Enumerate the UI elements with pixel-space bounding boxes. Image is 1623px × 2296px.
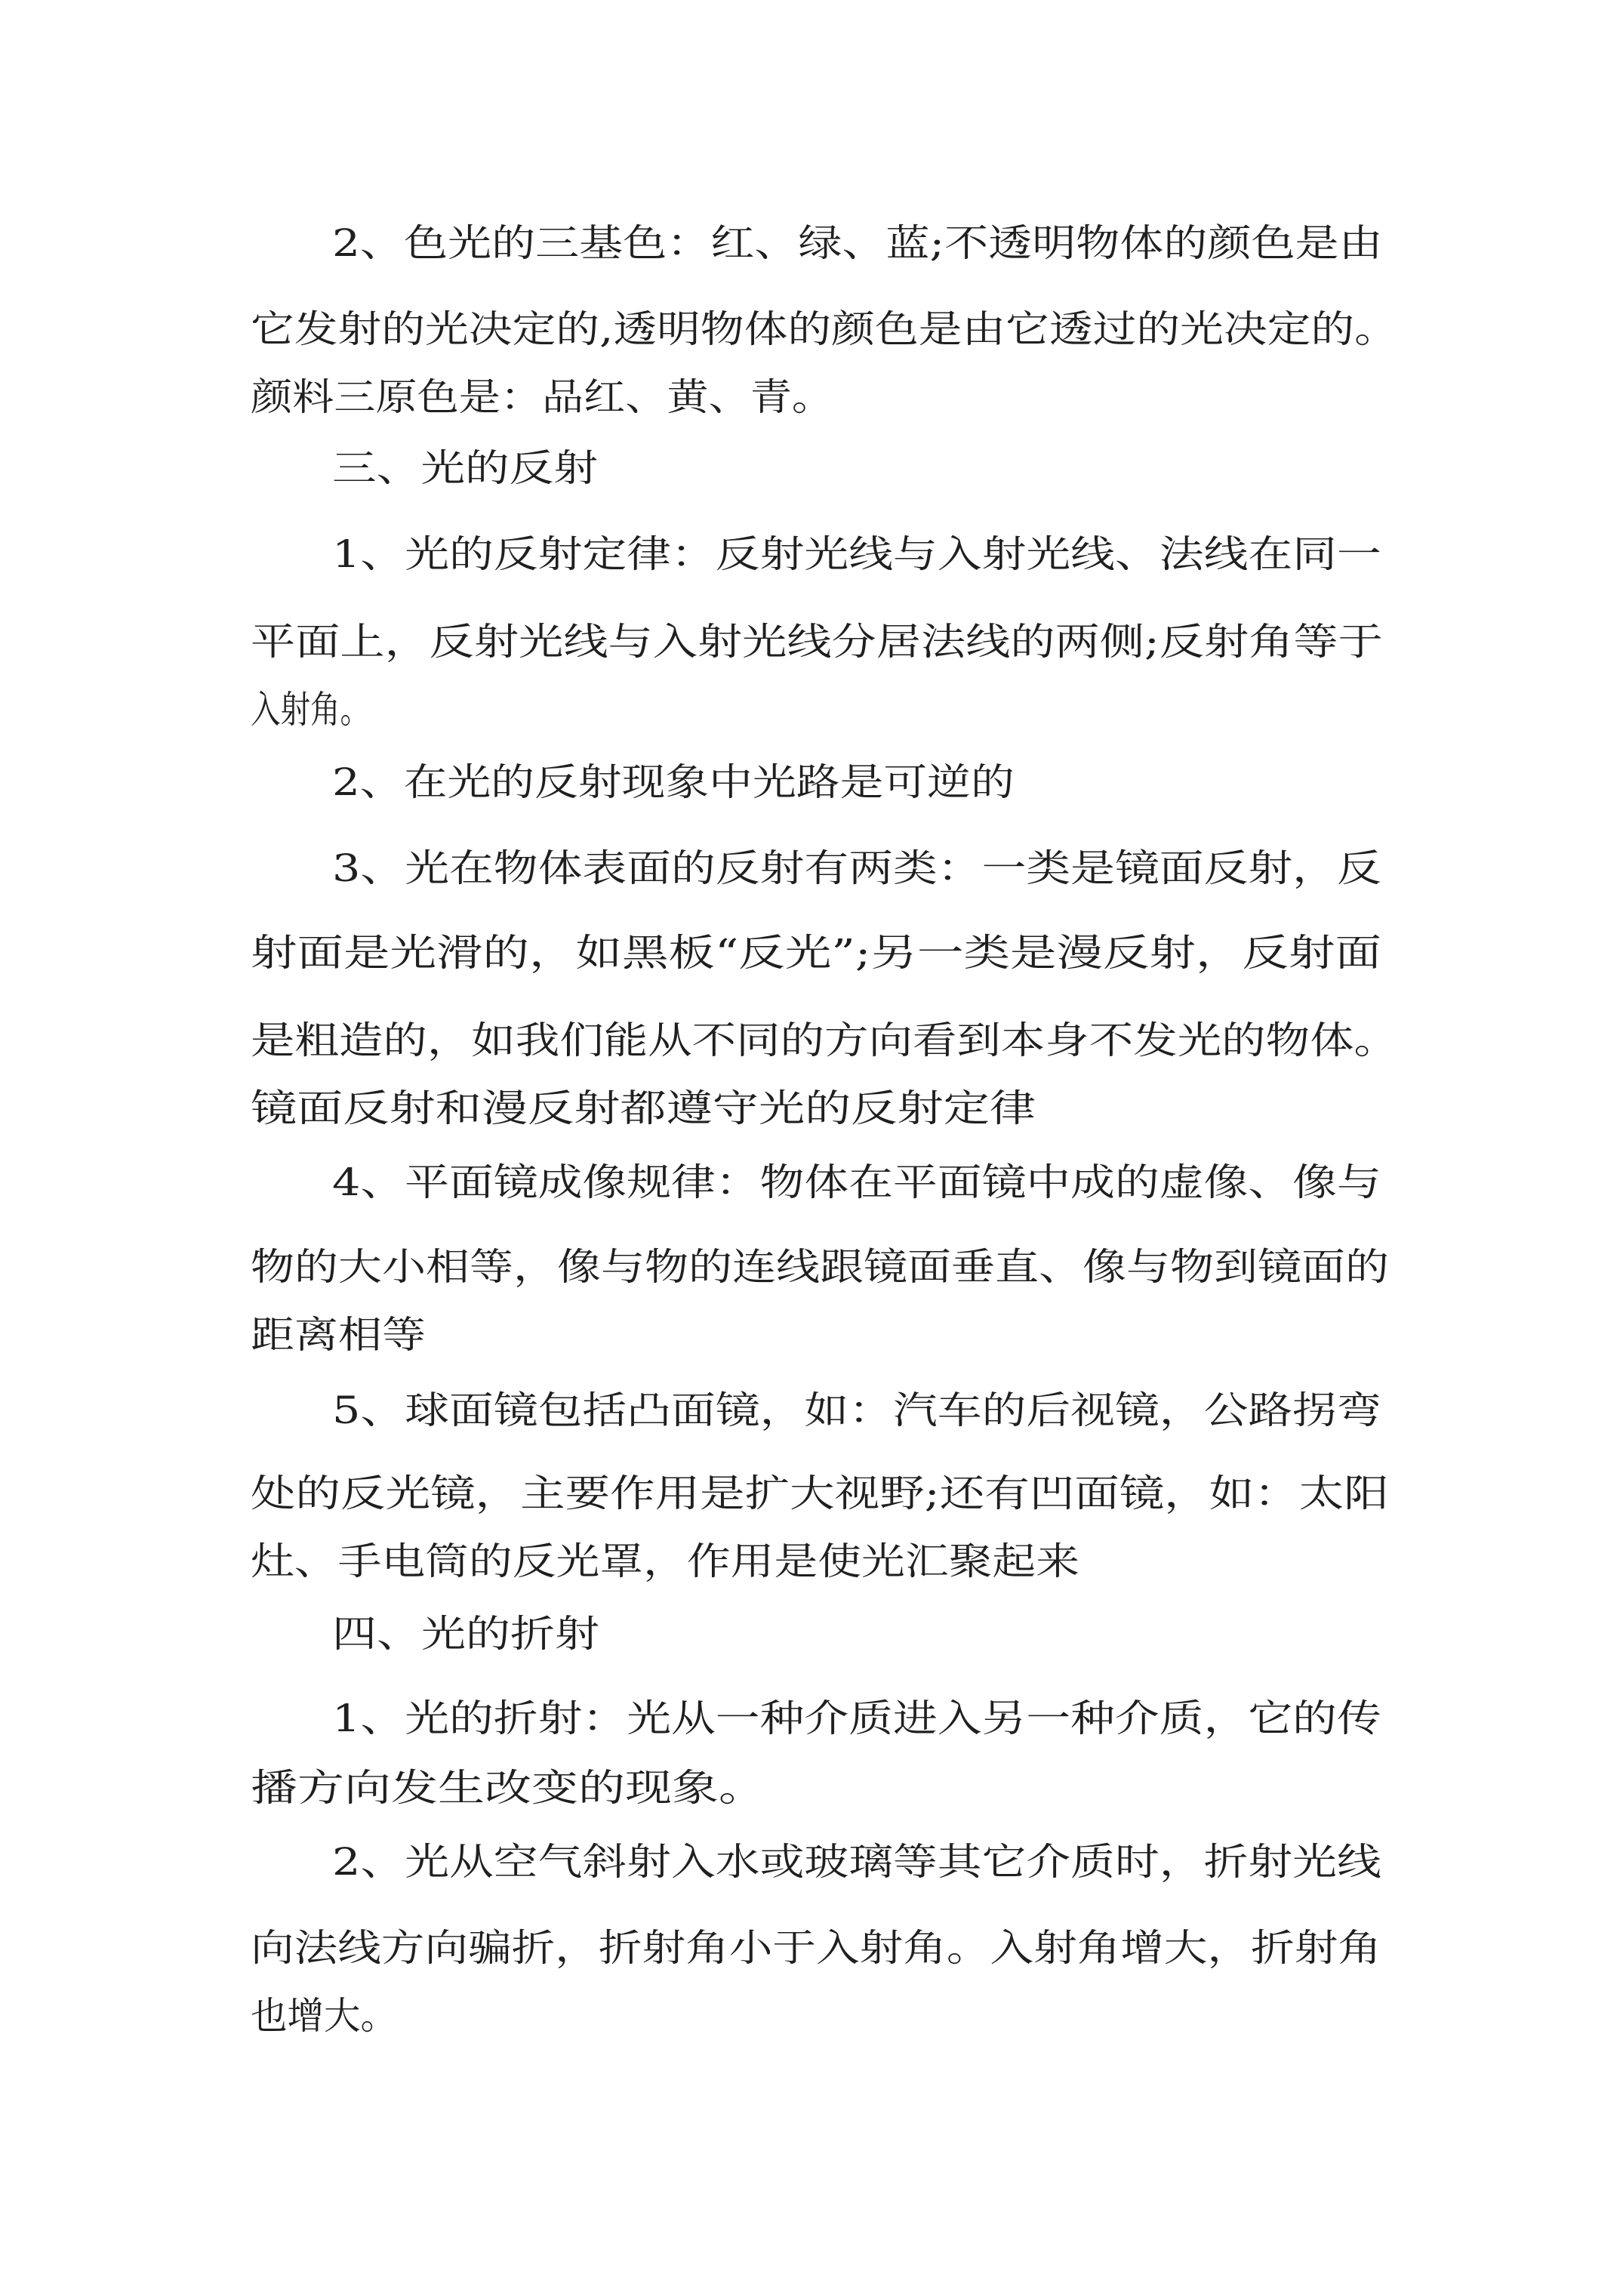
text-line-2: 它发射的光决定的,透明物体的颜色是由它透过的光决定的。 [251, 307, 1398, 351]
text-line-23: 向法线方向骗折，折射角小于入射角。入射角增大，折射角 [251, 1926, 1382, 1970]
text-line-5: 1、光的反射定律：反射光线与入射光线、法线在同一 [332, 532, 1381, 576]
text-line-13: 4、平面镜成像规律：物体在平面镜中成的虚像、像与 [332, 1160, 1381, 1204]
text-line-24: 也增大。 [251, 1994, 397, 2038]
text-line-6: 平面上，反射光线与入射光线分居法线的两侧;反射角等于 [251, 620, 1383, 664]
text-line-11: 是粗造的，如我们能从不同的方向看到本身不发光的物体。 [251, 1019, 1399, 1062]
section-heading-refraction: 四、光的折射 [332, 1612, 599, 1656]
text-line-3: 颜料三原色是：品红、黄、青。 [251, 375, 833, 419]
text-line-14: 物的大小相等，像与物的连线跟镜面垂直、像与物到镜面的 [251, 1245, 1389, 1289]
text-line-17: 处的反光镜，主要作用是扩大视野;还有凹面镜，如：太阳 [251, 1472, 1389, 1515]
text-line-9: 3、光在物体表面的反射有两类：一类是镜面反射，反 [332, 846, 1381, 890]
text-line-18: 灶、手电筒的反光罩，作用是使光汇聚起来 [251, 1539, 1079, 1583]
text-line-7: 入射角。 [251, 688, 370, 732]
text-line-12: 镜面反射和漫反射都遵守光的反射定律 [251, 1086, 1036, 1130]
section-heading-reflection: 三、光的反射 [332, 446, 598, 490]
text-line-8: 2、在光的反射现象中光路是可逆的 [332, 760, 1015, 804]
text-line-21: 播方向发生改变的现象。 [251, 1766, 765, 1810]
text-line-16: 5、球面镜包括凸面镜，如：汽车的后视镜，公路拐弯 [332, 1388, 1381, 1432]
text-line-20: 1、光的折射：光从一种介质进入另一种介质，它的传 [332, 1697, 1381, 1740]
text-line-15: 距离相等 [251, 1313, 426, 1357]
text-line-10: 射面是光滑的，如黑板“反光”;另一类是漫反射，反射面 [251, 931, 1381, 975]
text-line-1: 2、色光的三基色：红、绿、蓝;不透明物体的颜色是由 [332, 221, 1383, 265]
text-line-22: 2、光从空气斜射入水或玻璃等其它介质时，折射光线 [332, 1840, 1381, 1884]
